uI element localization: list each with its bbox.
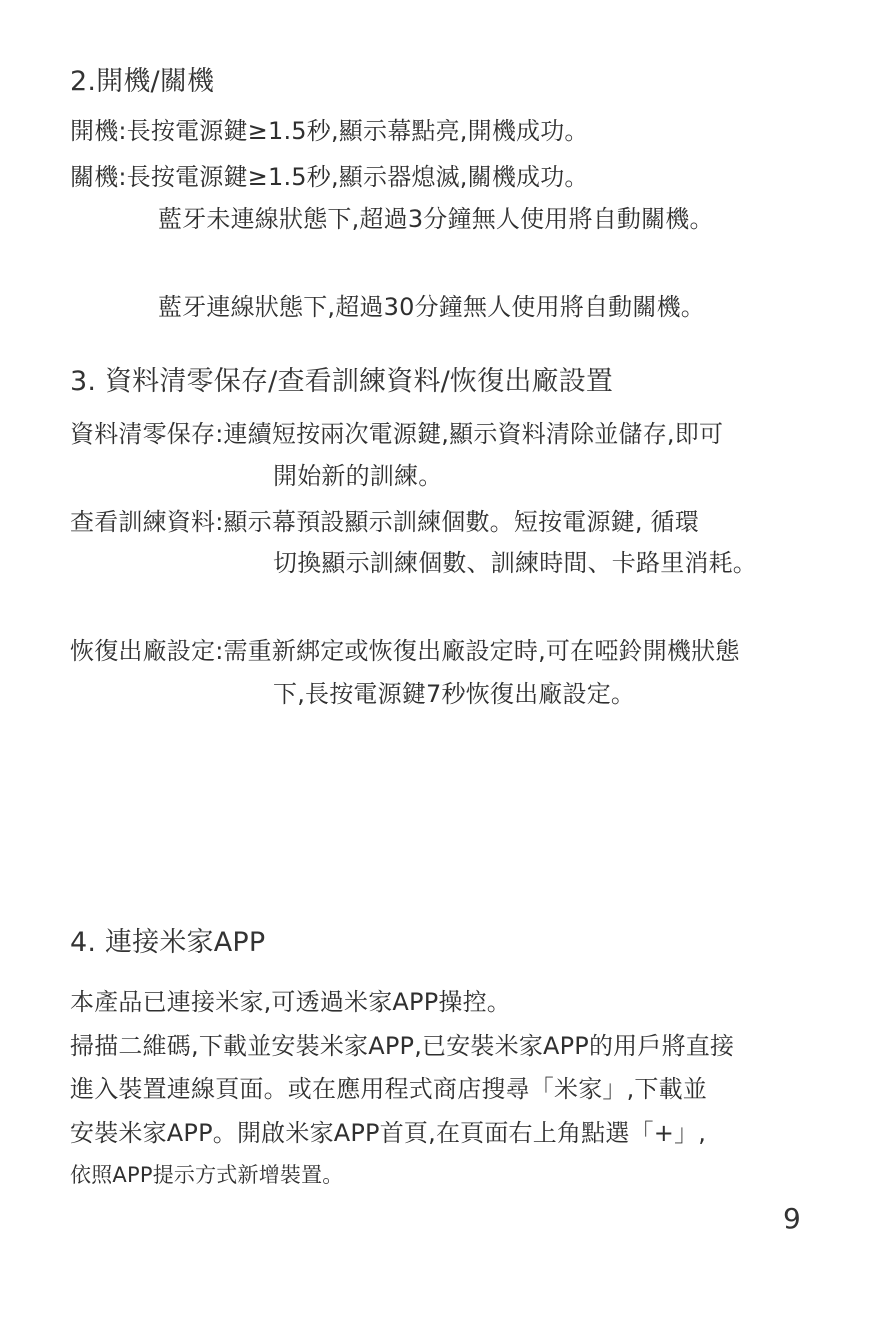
mihome-intro-line-3: 進入裝置連線頁面。或在應用程式商店搜尋「米家」,下載並 <box>70 1075 708 1103</box>
auto-off-disconnected-note: 藍牙未連線狀態下,超過3分鐘無人使用將自動關機。 <box>158 205 714 233</box>
section-2-heading: 2.開機/關機 <box>70 66 215 97</box>
view-data-instruction-line-2: 切換顯示訓練個數、訓練時間、卡路里消耗。 <box>273 549 757 577</box>
auto-off-connected-note: 藍牙連線狀態下,超過30分鐘無人使用將自動關機。 <box>158 293 705 321</box>
reset-save-instruction-line-1: 資料清零保存:連續短按兩次電源鍵,顯示資料清除並儲存,即可 <box>70 420 724 448</box>
mihome-intro-line-5: 依照APP提示方式新增裝置。 <box>70 1163 344 1187</box>
view-data-instruction-line-1: 查看訓練資料:顯示幕預設顯示訓練個數。短按電源鍵, 循環 <box>70 508 699 536</box>
power-off-instruction: 關機:長按電源鍵≥1.5秒,顯示器熄滅,關機成功。 <box>70 163 589 191</box>
power-on-instruction: 開機:長按電源鍵≥1.5秒,顯示幕點亮,開機成功。 <box>70 117 589 145</box>
reset-save-instruction-line-2: 開始新的訓練。 <box>273 462 443 490</box>
mihome-intro-line-2: 掃描二維碼,下載並安裝米家APP,已安裝米家APP的用戶將直接 <box>70 1032 735 1060</box>
section-3-heading: 3. 資料清零保存/查看訓練資料/恢復出廠設置 <box>70 366 614 397</box>
mihome-intro-line-1: 本產品已連接米家,可透過米家APP操控。 <box>70 988 511 1016</box>
page-number: 9 <box>783 1202 801 1235</box>
mihome-intro-line-4: 安裝米家APP。開啟米家APP首頁,在頁面右上角點選「+」, <box>70 1119 707 1147</box>
factory-reset-instruction-line-1: 恢復出廠設定:需重新綁定或恢復出廠設定時,可在啞鈴開機狀態 <box>70 637 740 665</box>
section-4-heading: 4. 連接米家APP <box>70 927 266 958</box>
factory-reset-instruction-line-2: 下,長按電源鍵7秒恢復出廠設定。 <box>273 680 636 708</box>
